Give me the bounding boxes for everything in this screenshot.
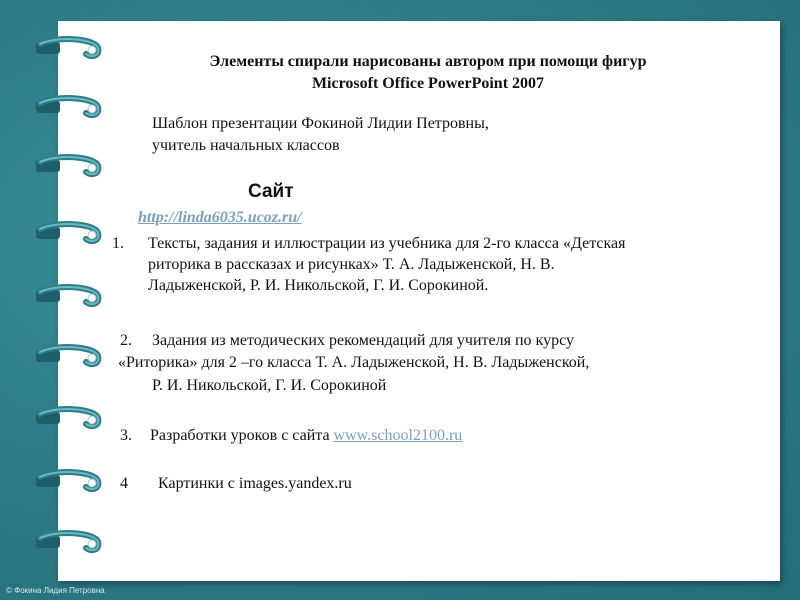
source-3-text: Разработки уроков с сайта	[150, 427, 334, 444]
source-3	[120, 425, 462, 446]
slide-title	[148, 51, 708, 95]
source-4	[120, 473, 352, 494]
source-1-text	[148, 233, 768, 296]
title-line-2: Microsoft Office PowerPoint 2007	[311, 75, 545, 92]
copyright-footer: © Фокина Лидия Петровна	[6, 586, 105, 595]
source-2-number: 2.	[120, 332, 132, 349]
template-line-2: учитель начальных классов	[152, 137, 340, 154]
spiral-binding	[0, 0, 120, 600]
source-4-text: Картинки с images.yandex.ru	[158, 475, 352, 492]
notebook-page	[58, 21, 780, 581]
source-1-number: 1.	[112, 235, 124, 252]
title-line-1: Элементы спирали нарисованы автором при помощи фигур	[209, 53, 647, 70]
source-2-line-1: Задания из методических рекомендаций для учителя по курсу	[152, 332, 574, 349]
source-1-line-3: Ладыженской, Р. И. Никольской, Г. И. Сорокиной.	[148, 277, 489, 294]
template-line-1: Шаблон презентации Фокиной Лидии Петровны,	[152, 115, 489, 132]
source-3-number: 3.	[120, 427, 132, 444]
school2100-link[interactable]: www.school2100.ru	[333, 427, 463, 444]
source-4-number: 4	[120, 475, 128, 492]
source-2-line-2: «Риторика» для 2 –го класса Т. А. Ладыженской, Н. В. Ладыженской,	[118, 354, 590, 371]
source-1-line-1: Тексты, задания и иллюстрации из учебника для 2-го класса «Детская	[148, 235, 626, 252]
source-2-line-3: Р. И. Никольской, Г. И. Сорокиной	[152, 377, 387, 394]
site-link[interactable]: http://linda6035.ucoz.ru/	[138, 209, 302, 226]
source-1-line-2: риторика в рассказах и рисунках» Т. А. Ладыженской, Н. В.	[148, 256, 555, 273]
site-label: Сайт	[248, 181, 294, 202]
template-credit	[152, 113, 672, 157]
